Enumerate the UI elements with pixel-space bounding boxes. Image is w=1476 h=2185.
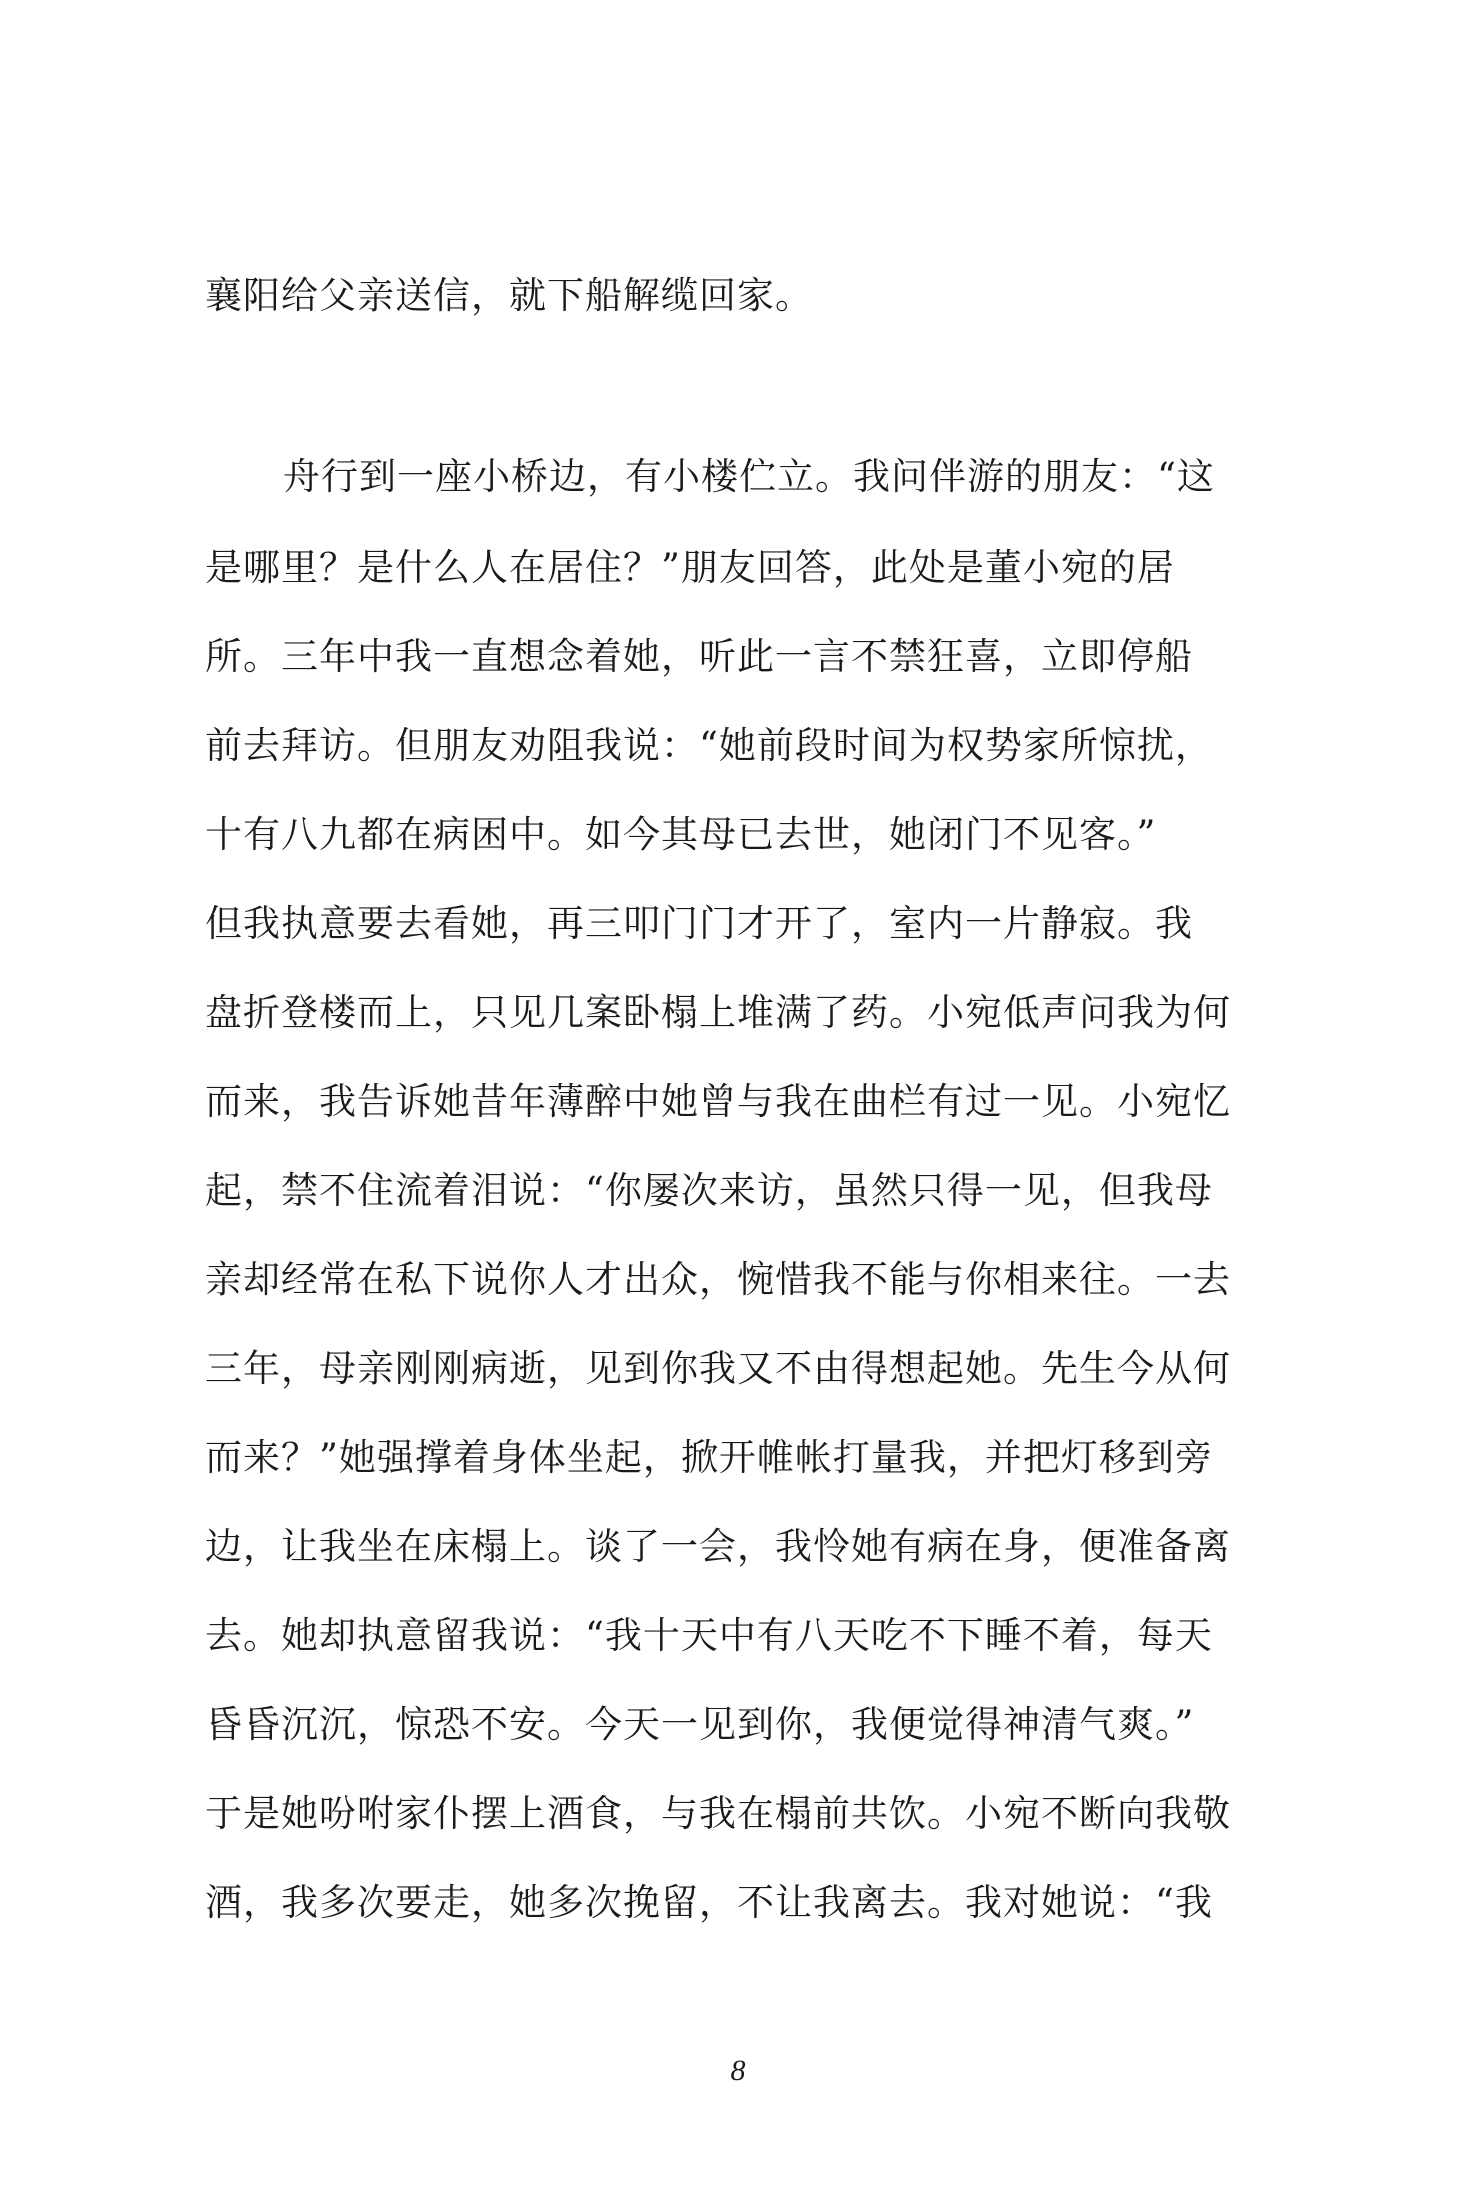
paragraph-2-line: 前去拜访。但朋友劝阻我说：“她前段时间为权势家所惊扰， <box>205 724 1213 767</box>
paragraph-2-line: 于是她吩咐家仆摆上酒食，与我在榻前共饮。小宛不断向我敬 <box>205 1792 1231 1835</box>
paragraph-2-line: 但我执意要去看她，再三叩门门才开了，室内一片静寂。我 <box>205 902 1193 945</box>
paragraph-2-line: 酒，我多次要走，她多次挽留，不让我离去。我对她说：“我 <box>205 1881 1213 1924</box>
paragraph-2-line: 昏昏沉沉，惊恐不安。今天一见到你，我便觉得神清气爽。” <box>205 1703 1195 1746</box>
paragraph-2-line: 舟行到一座小桥边，有小楼伫立。我问伴游的朋友：“这 <box>283 455 1215 498</box>
paragraph-2-line: 盘折登楼而上，只见几案卧榻上堆满了药。小宛低声问我为何 <box>205 991 1231 1034</box>
paragraph-1-line: 襄阳给父亲送信，就下船解缆回家。 <box>205 274 813 317</box>
paragraph-2-line: 十有八九都在病困中。如今其母已去世，她闭门不见客。” <box>205 813 1157 856</box>
paragraph-2-line: 是哪里？是什么人在居住？”朋友回答，此处是董小宛的居 <box>205 546 1175 589</box>
paragraph-2-line: 三年，母亲刚刚病逝，见到你我又不由得想起她。先生今从何 <box>205 1347 1231 1390</box>
paragraph-2-line: 去。她却执意留我说：“我十天中有八天吃不下睡不着，每天 <box>205 1614 1213 1657</box>
paragraph-2-line: 而来，我告诉她昔年薄醉中她曾与我在曲栏有过一见。小宛忆 <box>205 1080 1231 1123</box>
paragraph-2-line: 亲却经常在私下说你人才出众，惋惜我不能与你相来往。一去 <box>205 1258 1231 1301</box>
paragraph-2-line: 起，禁不住流着泪说：“你屡次来访，虽然只得一见，但我母 <box>205 1169 1213 1212</box>
paragraph-2-line: 所。三年中我一直想念着她，听此一言不禁狂喜，立即停船 <box>205 635 1193 678</box>
paragraph-2-line: 边，让我坐在床榻上。谈了一会，我怜她有病在身，便准备离 <box>205 1525 1231 1568</box>
paragraph-2-line: 而来？”她强撑着身体坐起，掀开帷帐打量我，并把灯移到旁 <box>205 1436 1213 1479</box>
page-number: 8 <box>730 2054 746 2087</box>
